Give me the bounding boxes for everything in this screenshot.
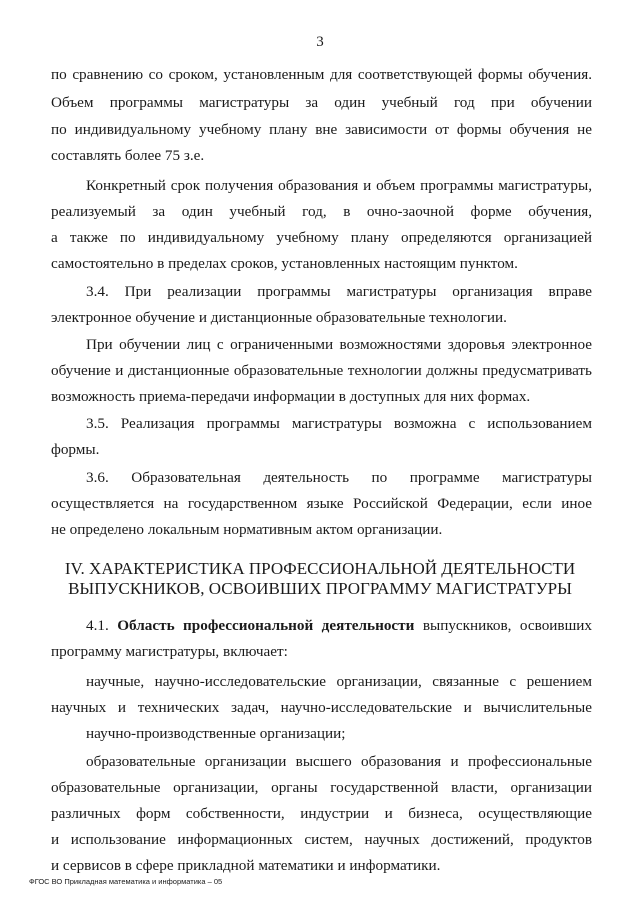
paragraph-4-1-number: 4.1. [86,617,109,634]
text-line: научные, научно-исследовательские организации, связанные с решением [86,673,592,690]
paragraph-4-1-rest: выпускников, освоивших [422,617,592,634]
text-line: научно-производственные организации; [86,725,346,742]
paragraph-4-1-line-1 [86,617,592,635]
text-line: 3.5. Реализация программы магистратуры возможна с использованием [86,415,592,432]
text-line: При обучении лиц с ограниченными возможностями здоровья электронное [86,336,592,353]
text-line: и сервисов в сфере прикладной математики и информатики. [51,857,441,874]
text-line: Конкретный срок получения образования и объем программы магистратуры, [86,177,592,194]
text-line: образовательные организации, органы государственной власти, организации [51,779,592,796]
text-line: по сравнению со сроком, установленным для соответствующей формы обучения. [51,66,592,83]
text-line: формы. [51,441,100,458]
text-line: обучение и дистанционные образовательные технологии должны предусматривать [51,362,592,379]
footer-text: ФГОС ВО Прикладная математика и информатика – 05 [29,877,223,886]
text-line: возможность приема-передачи информации в доступных для них формах. [51,388,531,405]
text-line: научных и технических задач, научно-исследовательские и вычислительные [51,699,592,716]
text-line: Объем программы магистратуры за один учебный год при обучении [51,94,592,111]
text-line: и использование информационных систем, научных достижений, продуктов [51,831,592,848]
section-heading-line-1: IV. ХАРАКТЕРИСТИКА ПРОФЕССИОНАЛЬНОЙ ДЕЯТЕЛЬНОСТИ [64,559,576,578]
text-line: образовательные организации высшего образования и профессиональные [86,753,592,770]
text-line: 3.6. Образовательная деятельность по программе магистратуры [86,469,592,486]
page-number: 3 [316,34,324,50]
text-line: осуществляется на государственном языке Российской Федерации, если иное [51,495,592,512]
text-line: различных форм собственности, индустрии и бизнеса, осуществляющие [51,805,592,822]
text-line: составлять более 75 з.е. [51,147,205,164]
text-line: по индивидуальному учебному плану вне зависимости от формы обучения не [51,121,592,138]
paragraph-4-1-line-2: программу магистратуры, включает: [51,643,288,660]
text-line: реализуемый за один учебный год, в очно-заочной форме обучения, [51,203,592,220]
text-line: а также по индивидуальному учебному плану определяются организацией [51,229,592,246]
text-line: 3.4. При реализации программы магистратуры организация вправе [86,283,592,300]
text-line: электронное обучение и дистанционные образовательные технологии. [51,309,507,326]
paragraph-4-1-term: Область профессиональной деятельности [117,617,415,634]
section-heading-line-2: ВЫПУСКНИКОВ, ОСВОИВШИХ ПРОГРАММУ МАГИСТРАТУРЫ [68,579,572,598]
text-line: самостоятельно в пределах сроков, установленных настоящим пунктом. [51,255,518,272]
text-line: не определено локальным нормативным актом организации. [51,521,443,538]
